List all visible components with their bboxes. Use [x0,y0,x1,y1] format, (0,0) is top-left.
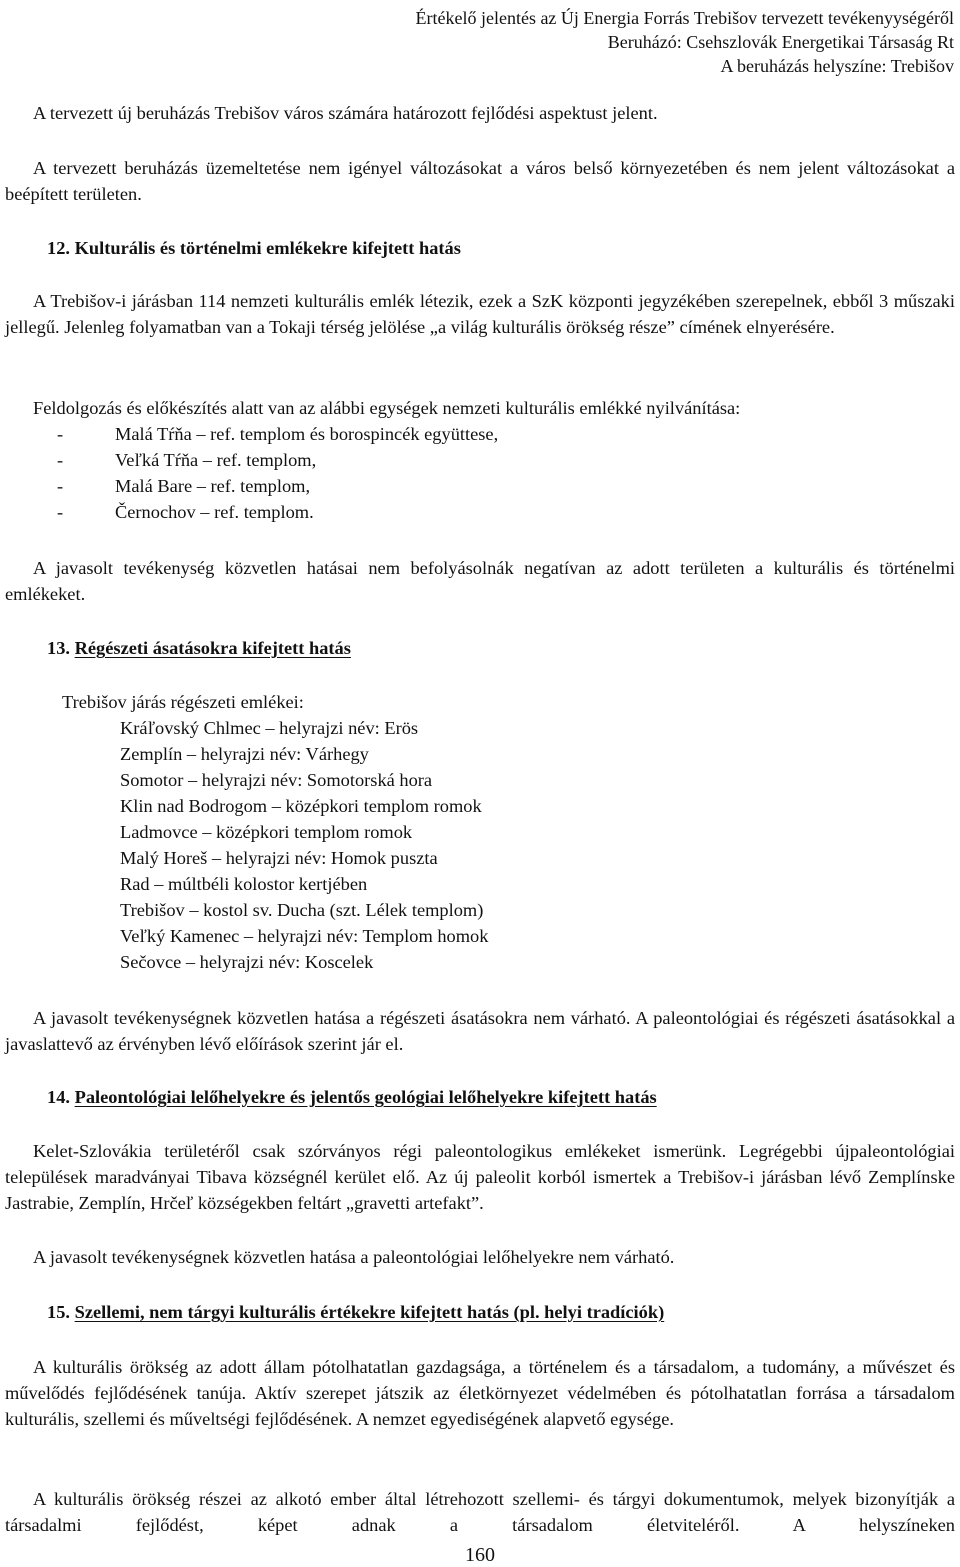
section-12-heading [5,235,960,261]
list-item: - Černochov – ref. templom. [57,502,314,522]
intro-paragraph-2: A tervezett beruházás üzemeltetése nem igényel változásokat a város belső környezetében és nem jelent változásokat a beépített területen. [5,158,955,204]
list-item: Rad – múltbéli kolostor kertjében [120,874,368,894]
section-14-heading [5,1084,960,1110]
list-item: Veľký Kamenec – helyrajzi név: Templom homok [120,926,489,946]
list-item: Zemplín – helyrajzi név: Várhegy [120,744,369,764]
monument-candidate-list [5,421,955,525]
section-12-number: 12. [47,238,70,258]
section-13-title: Régészeti ásatásokra kifejtett hatás [74,638,351,658]
running-header [416,6,955,78]
section-15-number: 15. [47,1302,70,1322]
list-item: Kráľovský Chlmec – helyrajzi név: Erös [120,718,419,738]
section-14-paragraph-1: Kelet-Szlovákia területéről csak szórványos régi paleontologikus emlékeket ismerünk. Legrégebbi újpaleontológiai települések maradványai Tibava községnél kerület elő. Az új paleolit korból ismertek a Trebišov-i járásban lévő Zemplínske Jastrabie, Zemplín, Hrčeľ községekben feltárt „gravetti artefakt”. [5,1141,955,1213]
list-item: Sečovce – helyrajzi név: Koscelek [120,952,374,972]
section-13-list-intro: Trebišov járás régészeti emlékei: [62,692,304,712]
section-14-number: 14. [47,1087,70,1107]
page-number: 160 [465,1544,495,1566]
section-12-title: Kulturális és történelmi emlékekre kifejtett hatás [74,238,461,258]
list-item: Malý Horeš – helyrajzi név: Homok puszta [120,848,438,868]
section-14-paragraph-2: A javasolt tevékenységnek közvetlen hatása a paleontológiai lelőhelyekre nem várható. [33,1247,675,1267]
section-13-heading [5,635,960,661]
section-12-list-block [5,395,955,525]
list-item: - Veľká Tŕňa – ref. templom, [57,450,317,470]
section-15-heading [5,1299,960,1325]
section-15-title: Szellemi, nem tárgyi kulturális értékekre kifejtett hatás (pl. helyi tradíciók) [74,1302,665,1322]
section-13-number: 13. [47,638,70,658]
header-investor: Beruházó: Csehszlovák Energetikai Társaság Rt [607,32,954,52]
list-item: Trebišov – kostol sv. Ducha (szt. Lélek templom) [120,900,484,920]
section-12-list-intro: Feldolgozás és előkészítés alatt van az alábbi egységek nemzeti kulturális emlékké nyilvánítása: [33,398,741,418]
header-report-title: Értékelő jelentés az Új Energia Forrás Trebišov tervezett tevékenyységéről [415,8,954,28]
section-12-paragraph-1: A Trebišov-i járásban 114 nemzeti kulturális emlék létezik, ezek a SzK központi jegyzékében szerepelnek, ebből 3 műszaki jellegű. Jelenleg folyamatban van a Tokaji térség jelölése „a világ kulturális örökség része” címének elnyerésére. [5,291,955,337]
list-item: Somotor – helyrajzi név: Somotorská hora [120,770,433,790]
section-15-paragraph-2: A kulturális örökség részei az alkotó ember által létrehozott szellemi- és tárgyi dokumentumok, melyek bizonyítják a társadalmi fejlődést, képet adnak a társadalom életviteléről. A helyszíneken [5,1489,955,1535]
archaeological-site-list [5,715,955,975]
section-14-title: Paleontológiai lelőhelyekre és jelentős geológiai lelőhelyekre kifejtett hatás [74,1087,657,1107]
intro-paragraph-1: A tervezett új beruházás Trebišov város számára határozott fejlődési aspektust jelent. [33,103,658,123]
section-15-paragraph-1: A kulturális örökség az adott állam pótolhatatlan gazdagsága, a történelem és a társadalom, a tudomány, a művészet és művelődés fejlődésének tanúja. Aktív szerepet játszik az életkörnyezet védelmében és pótolhatatlan forrása a társadalom kulturális, szellemi és műveltségi fejlődésének. A nemzet egyediségének alapvető egysége. [5,1357,955,1429]
header-location: A beruházás helyszíne: Trebišov [720,56,954,76]
list-item: Klin nad Bodrogom – középkori templom romok [120,796,482,816]
section-13-sites-block [5,689,955,975]
list-item: - Malá Bare – ref. templom, [57,476,311,496]
list-item: Ladmovce – középkori templom romok [120,822,413,842]
section-13-paragraph-1: A javasolt tevékenységnek közvetlen hatása a régészeti ásatásokra nem várható. A paleontológiai és régészeti ásatásokkal a javaslattevő az érvényben lévő előírások szerint jár el. [5,1008,955,1054]
section-12-paragraph-2: A javasolt tevékenység közvetlen hatásai nem befolyásolnák negatívan az adott területen a kulturális és történelmi emlékeket. [5,558,955,604]
list-item: - Malá Tŕňa – ref. templom és borospincék együttese, [57,424,499,444]
